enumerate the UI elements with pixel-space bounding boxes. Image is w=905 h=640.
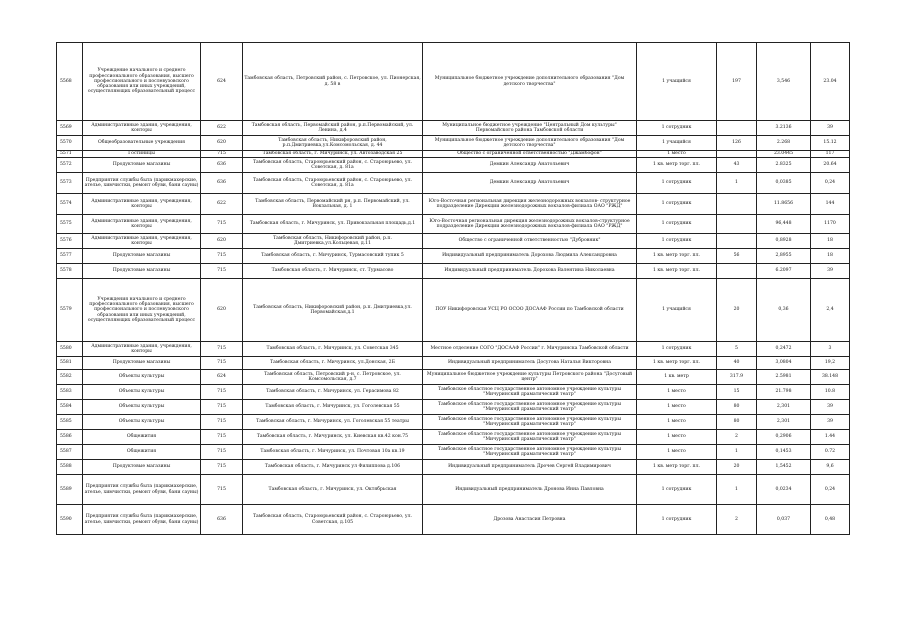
row-number-cell: 5573 <box>57 173 83 194</box>
quantity-cell <box>717 264 757 279</box>
table-row <box>57 264 850 279</box>
address-cell: Тамбовская область, г. Мичуринск, ст. Турмасово <box>243 264 423 279</box>
object-type-cell: Объекты культуры <box>83 385 201 400</box>
volume-value-cell: 23.0445 <box>757 151 811 158</box>
region-code-cell: 715 <box>201 342 243 357</box>
volume-value-cell: 6.2097 <box>757 264 811 279</box>
table-row <box>57 121 850 136</box>
address-cell: Тамбовская область, Никифоровский район, р.п.Дмитриевка,ул.Комсомольская, д. 44 <box>243 136 423 151</box>
region-code-cell: 715 <box>201 249 243 264</box>
quantity-cell <box>717 234 757 249</box>
mass-value-cell: 39 <box>811 415 850 430</box>
row-number-cell: 5574 <box>57 194 83 215</box>
volume-value-cell: 0,2472 <box>757 342 811 357</box>
unit-cell: 1 учащийся <box>637 136 717 151</box>
address-cell: Тамбовская область, Староюрьевский район, с. Староюрьево, ул. Советская, д. 81а <box>243 158 423 173</box>
address-cell: Тамбовская область, Староюрьевский район, с. Староюрьево, ул. Советская, д. 81а <box>243 173 423 194</box>
mass-value-cell: 0,24 <box>811 475 850 505</box>
table-row <box>57 400 850 415</box>
organization-cell: Индивидуальный предприниматель Дрочев Сергей Владимирович <box>423 460 637 475</box>
organization-cell: Индивидуальный предприниматель Дорохова Валентина Николаевна <box>423 264 637 279</box>
address-cell: Тамбовская область, г. Мичуринск, ул. Привокзальная площадь,д.1 <box>243 215 423 234</box>
unit-cell: 1 учащийся <box>637 279 717 342</box>
volume-value-cell: 2.268 <box>757 136 811 151</box>
organization-cell: Юго-Восточная региональная дирекция железнодорожных вокзалов- структурное подразделение Дирекции железнодорожных вокзалов-филиала ОАО "РЖД" <box>423 194 637 215</box>
row-number-cell: 5568 <box>57 43 83 121</box>
address-cell: Тамбовская область, г. Мичуринск, ул. Автозаводская 25 <box>243 151 423 158</box>
quantity-cell: 1 <box>717 475 757 505</box>
row-number-cell: 5590 <box>57 505 83 535</box>
region-code-cell: 636 <box>201 505 243 535</box>
unit-cell: 1 место <box>637 445 717 460</box>
quantity-cell <box>717 151 757 158</box>
address-cell: Тамбовская область, Петровский район, с. Петровское, ул. Пионерская, д. 58 в <box>243 43 423 121</box>
organization-cell: Общество с ограниченной ответственностью "Джамбофон" <box>423 151 637 158</box>
region-code-cell: 715 <box>201 445 243 460</box>
row-number-cell: 5589 <box>57 475 83 505</box>
table-row <box>57 475 850 505</box>
organization-cell: Муниципальное бюджетное учреждение "Центральный Дом культуры" Первомайского района Тамбовской области <box>423 121 637 136</box>
unit-cell: 1 сотрудник <box>637 173 717 194</box>
quantity-cell: 40 <box>717 357 757 370</box>
mass-value-cell: 39 <box>811 264 850 279</box>
quantity-cell: 20 <box>717 279 757 342</box>
mass-value-cell: 0,48 <box>811 505 850 535</box>
organization-cell: Местное отделение СОГО "ДОСААФ России" г. Мичуринска Тамбовской области <box>423 342 637 357</box>
quantity-cell: 20 <box>717 460 757 475</box>
volume-value-cell: 21.798 <box>757 385 811 400</box>
table-row <box>57 415 850 430</box>
row-number-cell: 5575 <box>57 215 83 234</box>
unit-cell: 1 сотрудник <box>637 121 717 136</box>
mass-value-cell: 1170 <box>811 215 850 234</box>
region-code-cell: 715 <box>201 357 243 370</box>
region-code-cell: 636 <box>201 158 243 173</box>
organization-cell: Индивидуальный предприниматель Дронова Инна Павловна <box>423 475 637 505</box>
volume-value-cell: 11.8656 <box>757 194 811 215</box>
organization-cell: Муниципальное бюджетное учреждение культуры Петровского района "Досуговый центр" <box>423 370 637 385</box>
unit-cell: 1 сотрудник <box>637 194 717 215</box>
mass-value-cell: 39 <box>811 400 850 415</box>
object-type-cell: Административные здания, учреждения, конторы <box>83 234 201 249</box>
table-row <box>57 342 850 357</box>
table-row <box>57 430 850 445</box>
mass-value-cell: 3 <box>811 342 850 357</box>
mass-value-cell: 23.04 <box>811 43 850 121</box>
region-code-cell: 715 <box>201 385 243 400</box>
organization-cell: Юго-Восточная региональная дирекция железнодорожных вокзалов-структурное подразделение Дирекции железнодорожных вокзалов-филиала ОАО "РЖД" <box>423 215 637 234</box>
object-type-cell: Административные здания, учреждения, конторы <box>83 194 201 215</box>
quantity-cell: 1 <box>717 173 757 194</box>
object-type-cell: Учреждение начального и среднего профессионального образования, высшего профессионального и послевузовского образования или иных учреждений, осуществляющих образовательный процесс <box>83 43 201 121</box>
object-type-cell: Предприятия службы быта (парикмахерские, ателье, химчистки, ремонт обуви, бани сауны) <box>83 505 201 535</box>
unit-cell: 1 место <box>637 430 717 445</box>
unit-cell: 1 кв. метр торг. пл. <box>637 158 717 173</box>
object-type-cell: Общежития <box>83 430 201 445</box>
unit-cell: 1 сотрудник <box>637 234 717 249</box>
mass-value-cell: 19,2 <box>811 357 850 370</box>
unit-cell: 1 место <box>637 151 717 158</box>
address-cell: Тамбовская область, Первомайский район, р.п.Первомайский, ул. Ленина, д.4 <box>243 121 423 136</box>
organization-cell: Индивидуальный предприниматель Досугова Наталья Викторовна <box>423 357 637 370</box>
mass-value-cell: 20.64 <box>811 158 850 173</box>
region-code-cell: 620 <box>201 279 243 342</box>
region-code-cell: 622 <box>201 121 243 136</box>
row-number-cell: 5571 <box>57 151 83 158</box>
mass-value-cell: 144 <box>811 194 850 215</box>
region-code-cell: 715 <box>201 430 243 445</box>
organization-cell: Дрозова Анастасия Петровна <box>423 505 637 535</box>
quantity-cell: 317.9 <box>717 370 757 385</box>
quantity-cell: 80 <box>717 415 757 430</box>
organization-cell: Демкин Александр Анатольевич <box>423 173 637 194</box>
mass-value-cell: 10.8 <box>811 385 850 400</box>
row-number-cell: 5577 <box>57 249 83 264</box>
registry-sheet <box>56 42 849 535</box>
volume-value-cell: 2,301 <box>757 400 811 415</box>
row-number-cell: 5570 <box>57 136 83 151</box>
organization-cell: Тамбовское областное государственное автономное учреждение культуры "Мичуринский драматический театр" <box>423 400 637 415</box>
mass-value-cell: 18 <box>811 234 850 249</box>
table-row <box>57 279 850 342</box>
object-type-cell: Административные здания, учреждения, конторы <box>83 121 201 136</box>
object-type-cell: Продуктовые магазины <box>83 158 201 173</box>
object-type-cell: Продуктовые магазины <box>83 460 201 475</box>
table-row <box>57 249 850 264</box>
row-number-cell: 5586 <box>57 430 83 445</box>
table-row <box>57 357 850 370</box>
table-row <box>57 158 850 173</box>
table-row <box>57 136 850 151</box>
volume-value-cell: 0,2906 <box>757 430 811 445</box>
address-cell: Тамбовская область, г. Мичуринск, ул. Октябрьская <box>243 475 423 505</box>
quantity-cell: 43 <box>717 158 757 173</box>
organization-cell: Тамбовское областное государственное автономное учреждение культуры "Мичуринский драматический театр" <box>423 445 637 460</box>
mass-value-cell: 0.72 <box>811 445 850 460</box>
volume-value-cell: 0,36 <box>757 279 811 342</box>
object-type-cell: Продуктовые магазины <box>83 264 201 279</box>
volume-value-cell: 3,0804 <box>757 357 811 370</box>
quantity-cell: 56 <box>717 249 757 264</box>
object-type-cell: Объекты культуры <box>83 370 201 385</box>
unit-cell: 1 сотрудник <box>637 505 717 535</box>
unit-cell: 1 сотрудник <box>637 475 717 505</box>
unit-cell: 1 кв. метр торг. пл. <box>637 357 717 370</box>
mass-value-cell: 1.44 <box>811 430 850 445</box>
region-code-cell: 715 <box>201 400 243 415</box>
volume-value-cell: 3.2136 <box>757 121 811 136</box>
region-code-cell: 620 <box>201 136 243 151</box>
region-code-cell: 715 <box>201 264 243 279</box>
address-cell: Тамбовская область, г. Мичуринск, ул. Советская 345 <box>243 342 423 357</box>
organization-cell: Тамбовское областное государственное автономное учреждение культуры "Мичуринский драматический театр" <box>423 385 637 400</box>
address-cell: Тамбовская область, Первомайский рн, р.п. Первомайский, ул. Вокзальная, д. 1 <box>243 194 423 215</box>
organization-cell: Тамбовское областное государственное автономное учреждение культуры "Мичуринский драматический театр" <box>423 415 637 430</box>
volume-value-cell: 2,8955 <box>757 249 811 264</box>
organization-cell: Демкин Александр Анатольевич <box>423 158 637 173</box>
object-type-cell: Предприятия службы быта (парикмахерские, ателье, химчистки, ремонт обуви, бани сауны) <box>83 475 201 505</box>
row-number-cell: 5582 <box>57 370 83 385</box>
quantity-cell: 15 <box>717 385 757 400</box>
row-number-cell: 5587 <box>57 445 83 460</box>
region-code-cell: 715 <box>201 151 243 158</box>
quantity-cell: 2 <box>717 505 757 535</box>
unit-cell: 1 место <box>637 385 717 400</box>
object-type-cell: Продуктовые магазины <box>83 249 201 264</box>
organization-cell: Общество с ограниченной ответственностью "Дубровник" <box>423 234 637 249</box>
mass-value-cell: 0,24 <box>811 173 850 194</box>
object-type-cell: Гостиницы <box>83 151 201 158</box>
unit-cell: 1 кв. метр торг. пл. <box>637 460 717 475</box>
table-row <box>57 370 850 385</box>
row-number-cell: 5588 <box>57 460 83 475</box>
mass-value-cell: 39 <box>811 121 850 136</box>
object-type-cell: Общежития <box>83 445 201 460</box>
address-cell: Тамбовская область, г. Мичуринск, ул. Почтовая 10а кв.19 <box>243 445 423 460</box>
quantity-cell: 5 <box>717 342 757 357</box>
row-number-cell: 5584 <box>57 400 83 415</box>
address-cell: Тамбовская область, г. Мичуринск, ул. Киевская кв.42 кон.75 <box>243 430 423 445</box>
volume-value-cell: 0,037 <box>757 505 811 535</box>
region-code-cell: 624 <box>201 370 243 385</box>
unit-cell: 1 учащийся <box>637 43 717 121</box>
address-cell: Тамбовская область, г. Мичуринск, ул.Донская, 2Б <box>243 357 423 370</box>
volume-value-cell: 96,448 <box>757 215 811 234</box>
object-type-cell: Предприятия службы быта (парикмахерские, ателье, химчистки, ремонт обуви, бани сауны) <box>83 173 201 194</box>
row-number-cell: 5583 <box>57 385 83 400</box>
quantity-cell: 1 <box>717 445 757 460</box>
organization-cell: Индивидуальный предприниматель Дорохова Людмила Александровна <box>423 249 637 264</box>
table-row <box>57 194 850 215</box>
volume-value-cell: 1,5452 <box>757 460 811 475</box>
table-row <box>57 43 850 121</box>
organization-cell: ПОУ Никифоровская УСЦ РО ОСОО ДОСААФ России по Тамбовской области <box>423 279 637 342</box>
mass-value-cell: 18 <box>811 249 850 264</box>
volume-value-cell: 0,0234 <box>757 475 811 505</box>
quantity-cell <box>717 121 757 136</box>
address-cell: Тамбовская область, г. Мичуринск, Турмасовский тупик 5 <box>243 249 423 264</box>
quantity-cell: 197 <box>717 43 757 121</box>
row-number-cell: 5581 <box>57 357 83 370</box>
region-code-cell: 715 <box>201 460 243 475</box>
region-code-cell: 715 <box>201 215 243 234</box>
region-code-cell: 636 <box>201 173 243 194</box>
row-number-cell: 5585 <box>57 415 83 430</box>
address-cell: Тамбовская область, Староюрьевский район, с. Староюрьево, ул. Советская, д.105 <box>243 505 423 535</box>
quantity-cell: 126 <box>717 136 757 151</box>
object-type-cell: Продуктовые магазины <box>83 357 201 370</box>
object-type-cell: Общеобразовательные учреждения <box>83 136 201 151</box>
mass-value-cell: 2,4 <box>811 279 850 342</box>
region-code-cell: 624 <box>201 43 243 121</box>
organization-cell: Муниципальное бюджетное учреждение дополнительного образования "Дом детского творчества" <box>423 43 637 121</box>
quantity-cell <box>717 194 757 215</box>
address-cell: Тамбовская область, Никифоровский район, р.п. Дмитриевка,ул. Первомайская,д.1 <box>243 279 423 342</box>
registry-table <box>56 42 850 535</box>
table-row <box>57 445 850 460</box>
unit-cell: 1 место <box>637 400 717 415</box>
volume-value-cell: 0,1453 <box>757 445 811 460</box>
table-row <box>57 215 850 234</box>
region-code-cell: 715 <box>201 415 243 430</box>
volume-value-cell: 2.8325 <box>757 158 811 173</box>
object-type-cell: Административные здания, учреждения, конторы <box>83 342 201 357</box>
row-number-cell: 5579 <box>57 279 83 342</box>
region-code-cell: 715 <box>201 475 243 505</box>
mass-value-cell: 9,6 <box>811 460 850 475</box>
object-type-cell: Административные здания, учреждения, конторы <box>83 215 201 234</box>
table-row <box>57 460 850 475</box>
mass-value-cell: 15.12 <box>811 136 850 151</box>
volume-value-cell: 2,301 <box>757 415 811 430</box>
object-type-cell: Объекты культуры <box>83 400 201 415</box>
region-code-cell: 622 <box>201 194 243 215</box>
mass-value-cell: 117 <box>811 151 850 158</box>
quantity-cell: 2 <box>717 430 757 445</box>
table-row <box>57 505 850 535</box>
address-cell: Тамбовская область, г. Мичуринск, ул. Гоголевская 55 <box>243 400 423 415</box>
unit-cell: 1 сотрудник <box>637 215 717 234</box>
table-row <box>57 151 850 158</box>
unit-cell: 1 кв. метр торг. пл. <box>637 249 717 264</box>
table-row <box>57 234 850 249</box>
address-cell: Тамбовская область, Никифоровский район, р.п. Дмитриевка,ул.Кольцевая, д.11 <box>243 234 423 249</box>
row-number-cell: 5572 <box>57 158 83 173</box>
organization-cell: Тамбовское областное государственное автономное учреждение культуры "Мичуринский драматический театр" <box>423 430 637 445</box>
address-cell: Тамбовская область, г. Мичуринск ул Филиппова д.106 <box>243 460 423 475</box>
unit-cell: 1 место <box>637 415 717 430</box>
mass-value-cell: 38.148 <box>811 370 850 385</box>
unit-cell: 1 сотрудник <box>637 342 717 357</box>
quantity-cell: 80 <box>717 400 757 415</box>
row-number-cell: 5569 <box>57 121 83 136</box>
address-cell: Тамбовская область, г. Мичуринск, ул. Герасимова 82 <box>243 385 423 400</box>
volume-value-cell: 0,0385 <box>757 173 811 194</box>
volume-value-cell: 2.5981 <box>757 370 811 385</box>
volume-value-cell: 3,546 <box>757 43 811 121</box>
table-row <box>57 173 850 194</box>
object-type-cell: Объекты культуры <box>83 415 201 430</box>
address-cell: Тамбовская область, Петровский р-н, с. Петровское, ул. Комсомольская, д.7 <box>243 370 423 385</box>
row-number-cell: 5578 <box>57 264 83 279</box>
organization-cell: Муниципальное бюджетное учреждение дополнительного образования "Дом детского творчества" <box>423 136 637 151</box>
row-number-cell: 5576 <box>57 234 83 249</box>
region-code-cell: 620 <box>201 234 243 249</box>
address-cell: Тамбовская область, г. Мичуринск, ул. Гоголевская 55 театры <box>243 415 423 430</box>
object-type-cell: Учреждения начального и среднего профессионального образования, высшего профессионального и послевузовского образования или иных учреждений, осуществляющих образовательный процесс <box>83 279 201 342</box>
unit-cell: 1 кв. метр <box>637 370 717 385</box>
quantity-cell <box>717 215 757 234</box>
table-row <box>57 385 850 400</box>
row-number-cell: 5580 <box>57 342 83 357</box>
unit-cell: 1 кв. метр торг. пл. <box>637 264 717 279</box>
volume-value-cell: 0,8928 <box>757 234 811 249</box>
